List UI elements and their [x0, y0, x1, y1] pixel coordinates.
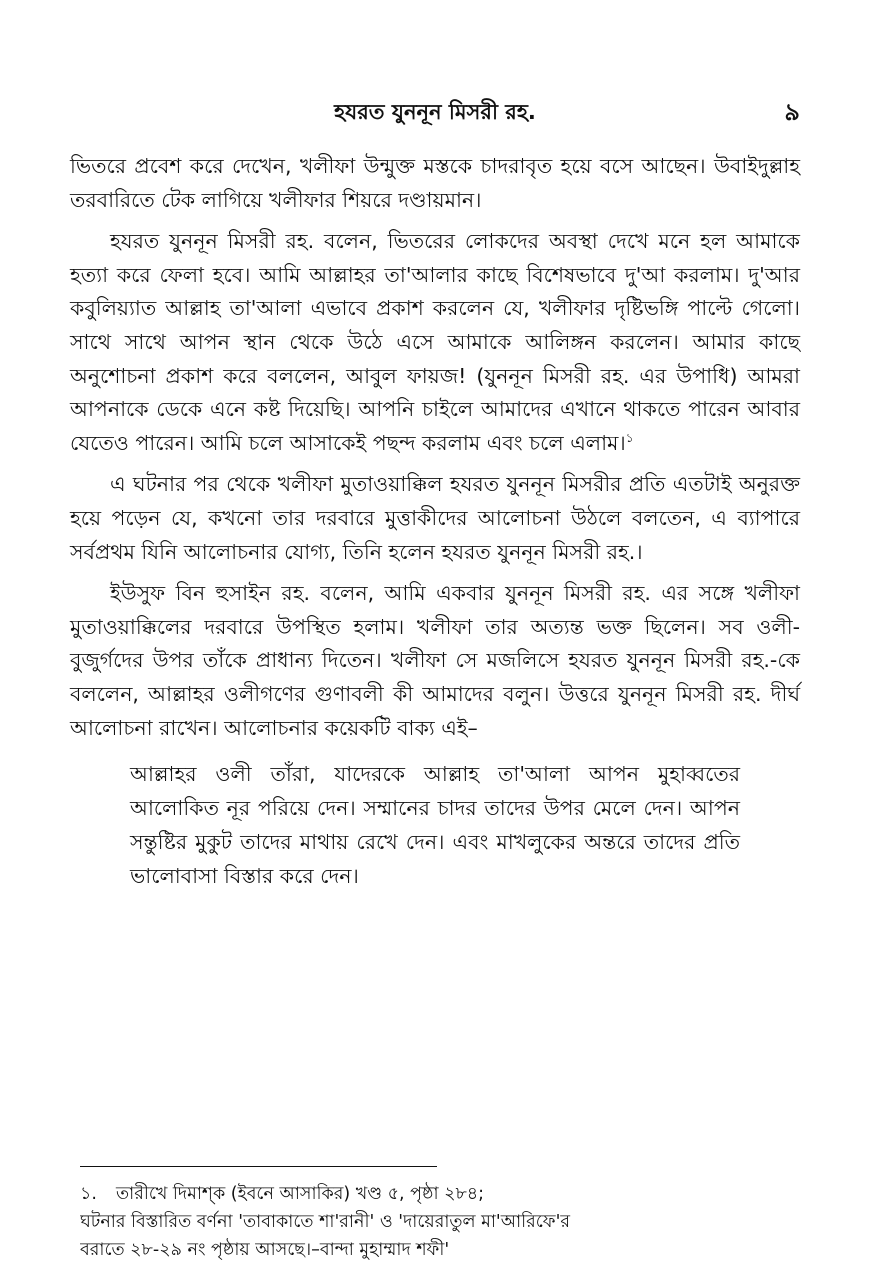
paragraph-4: ইউসুফ বিন হুসাইন রহ. বলেন, আমি একবার যুননূন মিসরী রহ. এর সঙ্গে খলীফা মুতাওয়াক্কিলের দরবারে উপস্থিত হলাম। খলীফা তার অত্যন্ত ভক্ত ছিলেন। সব ওলী-বুজুর্গদের উপর তাঁকে প্রাধান্য দিতেন। খলীফা সে মজলিসে হযরত যুননূন মিসরী রহ.-কে বললেন, আল্লাহর ওলীগণের গুণাবলী কী আমাদের বলুন। উত্তরে যুননূন মিসরী রহ. দীর্ঘ আলোচনা রাখেন। আলোচনার কয়েকটি বাক্য এই– [70, 581, 800, 740]
footnote-line-2: ঘটনার বিস্তারিত বর্ণনা 'তাবাকাতে শা'রানী' ও 'দায়েরাতুল মা'আরিফে'র [80, 1212, 571, 1232]
footnote-text-1: তারীখে দিমাশ্ক (ইবনে আসাকির) খণ্ড ৫, পৃষ্ঠা ২৮৪; [116, 1184, 485, 1204]
footnote-line-3: বরাতে ২৮-২৯ নং পৃষ্ঠায় আসছে।–বান্দা মুহাম্মাদ শফী' [80, 1240, 450, 1260]
block-quote: আল্লাহর ওলী তাঁরা, যাদেরকে আল্লাহ তা'আলা আপন মুহাব্বতের আলোকিত নূর পরিয়ে দেন। সম্মানের চাদর তাদের উপর মেলে দেন। আপন সন্তুষ্টির মুকুট তাদের মাথায় রেখে দেন। এবং মাখলুকের অন্তরে তাদের প্রতি ভালোবাসা বিস্তার করে দেন। [130, 762, 740, 889]
paragraph-2 [70, 225, 800, 460]
paragraph-3: এ ঘটনার পর থেকে খলীফা মুতাওয়াক্কিল হযরত যুননূন মিসরীর প্রতি এতটাই অনুরক্ত হয়ে পড়েন যে, কখনো তার দরবারে মুত্তাকীদের আলোচনা উঠলে বলতেন, এ ব্যাপারে সর্বপ্রথম যিনি আলোচনার যোগ্য, তিনি হলেন হযরত যুননূন মিসরী রহ.। [70, 472, 800, 564]
footnote-number: ১. [80, 1184, 97, 1204]
paragraph-2-text: হযরত যুননূন মিসরী রহ. বলেন, ভিতরের লোকদের অবস্থা দেখে মনে হল আমাকে হত্যা করে ফেলা হবে। আমি আল্লাহর তা'আলার কাছে বিশেষভাবে দু'আ করলাম। দু'আর কবুলিয়্যাত আল্লাহ তা'আলা এভাবে প্রকাশ করলেন যে, খলীফার দৃষ্টিভঙ্গি পাল্টে গেলো। সাথে সাথে আপন স্থান থেকে উঠে এসে আমাকে আলিঙ্গন করলেন। আমার কাছে অনুশোচনা প্রকাশ করে বললেন, আবুল ফায়জ! (যুননূন মিসরী রহ. এর উপাধি) আমরা আপনাকে ডেকে এনে কষ্ট দিয়েছি। আপনি চাইলে আমাদের এখানে থাকতে পারেন আবার যেতেও পারেন। আমি চলে আসাকেই পছন্দ করলাম এবং চলে এলাম। [70, 229, 800, 455]
page-number: ৯ [784, 98, 800, 126]
page-header [70, 92, 800, 132]
footnote-divider [80, 1166, 437, 1167]
running-title: হযরত যুননূন মিসরী রহ. [334, 100, 536, 124]
footnote-line-1 [80, 1180, 802, 1208]
footnote-reference: ১ [625, 430, 634, 445]
footnote [80, 1180, 802, 1264]
paragraph-1: ভিতরে প্রবেশ করে দেখেন, খলীফা উন্মুক্ত মস্তকে চাদরাবৃত হয়ে বসে আছেন। উবাইদুল্লাহ তরবারিতে টেক লাগিয়ে খলীফার শিয়রে দণ্ডায়মান। [70, 154, 800, 212]
body-text [70, 150, 800, 893]
